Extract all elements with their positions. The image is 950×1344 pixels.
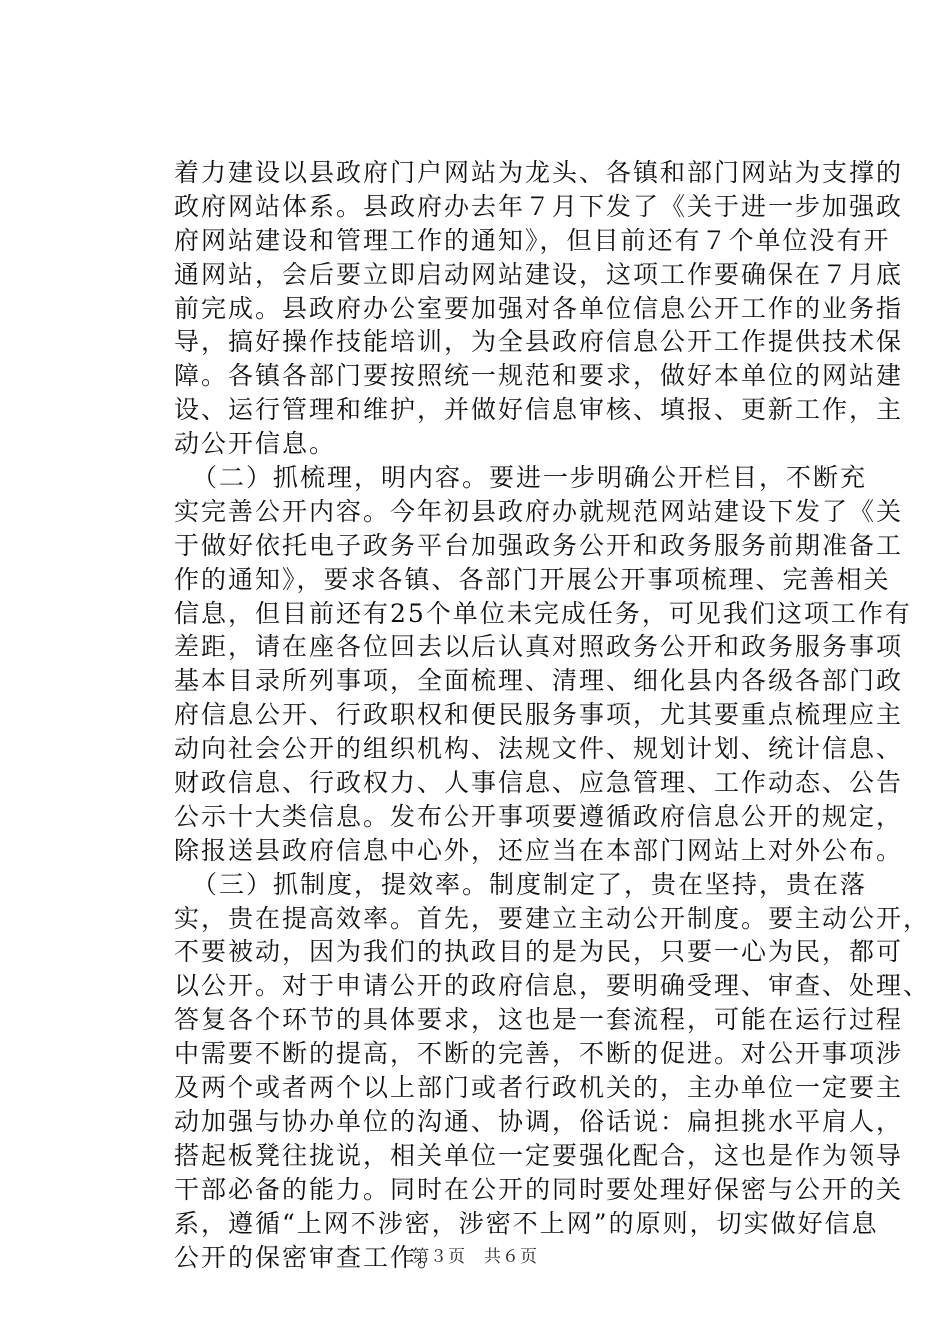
document-body — [174, 156, 931, 1274]
text-line: 公示十大类信息。发布公开事项要遵循政府信息公开的规定， — [174, 801, 904, 831]
text-line: 基本目录所列事项，全面梳理、清理、细化县内各级各部门政 — [174, 666, 904, 696]
paragraph-heading-line: （三）抓制度，提效率。制度制定了，贵在坚持，贵在落 — [192, 869, 868, 899]
text-line: 公开的保密审查工作。 — [174, 1242, 445, 1272]
text-line: 府信息公开、行政职权和便民服务事项，尤其要重点梳理应主 — [174, 700, 904, 730]
text-line: 以公开。对于申请公开的政府信息，要明确受理、审查、处理、 — [174, 971, 931, 1001]
text-line: 系，遵循“上网不涉密，涉密不上网”的原则，切实做好信息 — [174, 1208, 879, 1238]
text-line: 信息，但目前还有25个单位未完成任务，可见我们这项工作有 — [174, 598, 912, 628]
text-line: 搭起板凳往拢说，相关单位一定要强化配合，这也是作为领导 — [174, 1140, 904, 1170]
text-line: 于做好依托电子政务平台加强政务公开和政务服务前期准备工 — [174, 530, 904, 560]
text-line: 着力建设以县政府门户网站为龙头、各镇和部门网站为支撑的 — [174, 158, 904, 187]
text-line: 政府网站体系。县政府办去年７月下发了《关于进一步加强政 — [174, 191, 904, 221]
page-number-footer: 第３页 共６页 — [412, 1247, 538, 1267]
text-line: 及两个或者两个以上部门或者行政机关的，主办单位一定要主 — [174, 1073, 904, 1103]
text-line: 实，贵在提高效率。首先，要建立主动公开制度。要主动公开， — [174, 903, 931, 933]
text-line: 障。各镇各部门要按照统一规范和要求，做好本单位的网站建 — [174, 361, 904, 391]
text-line: 实完善公开内容。今年初县政府办就规范网站建设下发了《关 — [174, 496, 904, 526]
text-line: 导，搞好操作技能培训，为全县政府信息公开工作提供技术保 — [174, 327, 904, 357]
text-line: 动公开信息。 — [174, 429, 337, 459]
text-line: 作的通知》，要求各镇、各部门开展公开事项梳理、完善相关 — [174, 564, 891, 594]
text-line: 除报送县政府信息中心外，还应当在本部门网站上对外公布。 — [174, 835, 904, 865]
text-line: 设、运行管理和维护，并做好信息审核、填报、更新工作，主 — [174, 395, 904, 425]
text-line: 差距，请在座各位回去以后认真对照政务公开和政务服务事项 — [174, 632, 904, 662]
text-line: 通网站，会后要立即启动网站建设，这项工作要确保在７月底 — [174, 259, 904, 289]
text-line: 前完成。县政府办公室要加强对各单位信息公开工作的业务指 — [174, 293, 904, 323]
text-line: 干部必备的能力。同时在公开的同时要处理好保密与公开的关 — [174, 1174, 904, 1204]
text-line: 答复各个环节的具体要求，这也是一套流程，可能在运行过程 — [174, 1005, 904, 1035]
text-line: 不要被动，因为我们的执政目的是为民，只要一心为民，都可 — [174, 937, 904, 967]
text-line: 动加强与协办单位的沟通、协调，俗话说：扁担挑水平肩人， — [174, 1106, 904, 1136]
paragraph-heading-line: （二）抓梳理，明内容。要进一步明确公开栏目，不断充 — [192, 463, 868, 493]
text-line: 动向社会公开的组织机构、法规文件、规划计划、统计信息、 — [174, 734, 904, 764]
text-line: 中需要不断的提高，不断的完善，不断的促进。对公开事项涉 — [174, 1039, 904, 1069]
text-line: 财政信息、行政权力、人事信息、应急管理、工作动态、公告 — [174, 768, 904, 798]
text-line: 府网站建设和管理工作的通知》，但目前还有７个单位没有开 — [174, 225, 891, 255]
